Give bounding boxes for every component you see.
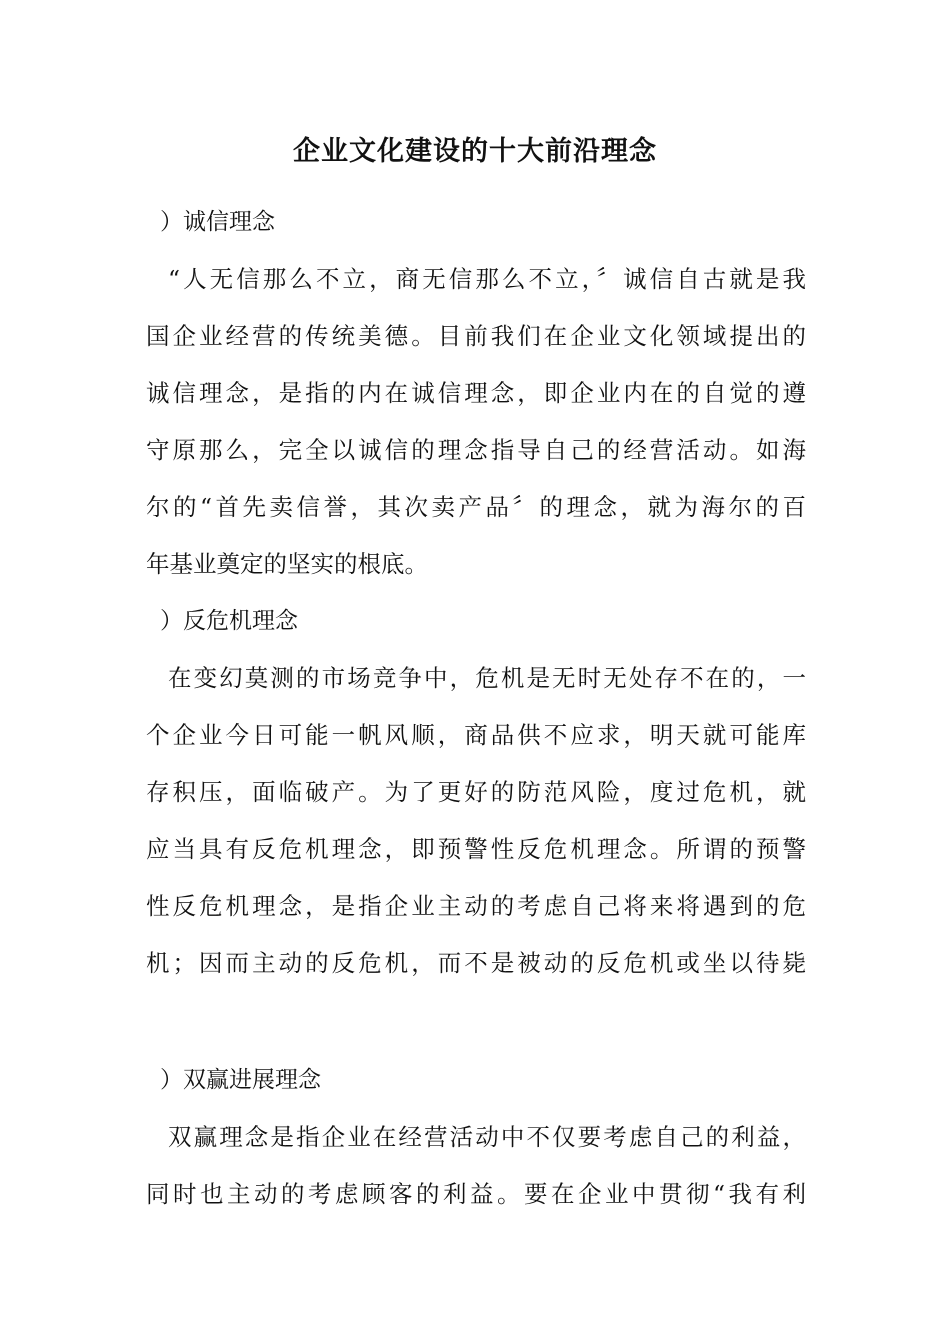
paragraph-line: 同时也主动的考虑顾客的利益。要在企业中贯彻“我有利	[146, 1180, 806, 1208]
paragraph-line: 尔的“首先卖信誉，其次卖产品〞的理念，就为海尔的百	[146, 493, 806, 521]
section-heading-anti-crisis: ）反危机理念	[160, 608, 298, 634]
paragraph-line: 守原那么，完全以诚信的理念指导自己的经营活动。如海	[146, 436, 806, 464]
paragraph-line: 年基业奠定的坚实的根底。	[146, 550, 428, 578]
paragraph-line: 在变幻莫测的市场竞争中，危机是无时无处存不在的，一	[168, 664, 806, 692]
document-title: 企业文化建设的十大前沿理念	[293, 136, 657, 167]
paragraph-line: 双赢理念是指企业在经营活动中不仅要考虑自己的利益，	[168, 1123, 806, 1151]
paragraph-line: 机；因而主动的反危机，而不是被动的反危机或坐以待毙	[146, 949, 806, 977]
paragraph-line: “人无信那么不立，商无信那么不立，〞诚信自古就是我	[168, 265, 806, 293]
paragraph-line: 应当具有反危机理念，即预警性反危机理念。所谓的预警	[146, 835, 806, 863]
paragraph-line: 性反危机理念，是指企业主动的考虑自己将来将遇到的危	[146, 892, 806, 920]
paragraph-line: 诚信理念，是指的内在诚信理念，即企业内在的自觉的遵	[146, 379, 806, 407]
paragraph-line: 个企业今日可能一帆风顺，商品供不应求，明天就可能库	[146, 721, 806, 749]
paragraph-line: 国企业经营的传统美德。目前我们在企业文化领域提出的	[146, 322, 806, 350]
paragraph-line: 存积压，面临破产。为了更好的防范风险，度过危机，就	[146, 778, 806, 806]
section-heading-win-win: ）双赢进展理念	[160, 1067, 321, 1093]
section-heading-integrity: ）诚信理念	[160, 209, 275, 235]
